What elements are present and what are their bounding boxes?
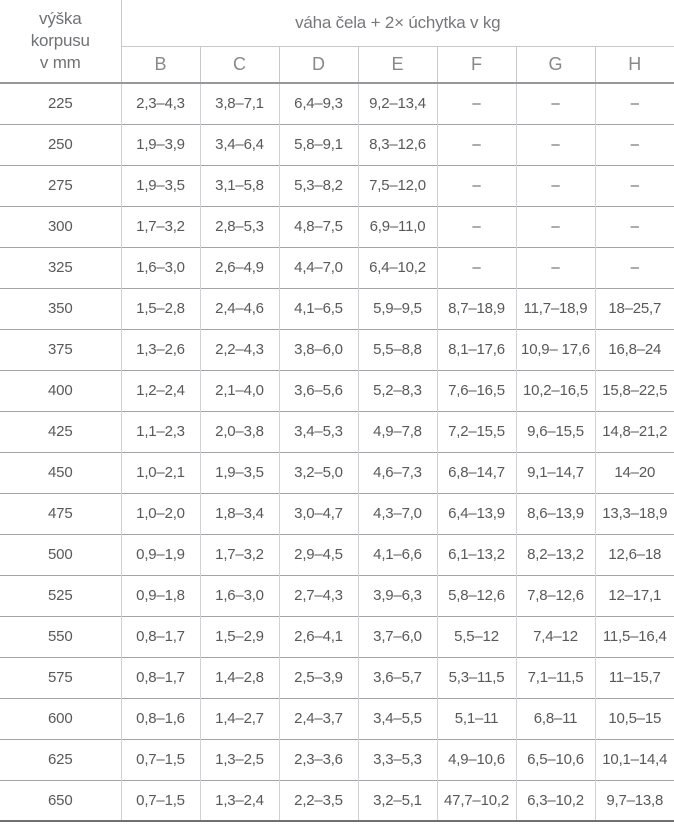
value-cell: 3,4–6,4 <box>200 124 279 165</box>
corner-header-line-3: v mm <box>39 52 81 72</box>
column-header-h: H <box>595 46 674 83</box>
value-cell: 6,4–13,9 <box>437 493 516 534</box>
row-height-cell: 250 <box>48 136 73 153</box>
value-cell: 11,7–18,9 <box>516 288 595 329</box>
value-cell: – <box>595 247 674 288</box>
table-row <box>0 288 674 329</box>
value-cell: 11,5–16,4 <box>595 616 674 657</box>
value-cell: 1,0–2,1 <box>121 452 200 493</box>
value-cell: 4,1–6,5 <box>279 288 358 329</box>
table-header <box>0 0 674 83</box>
table-row <box>0 206 674 247</box>
value-cell: 2,0–3,8 <box>200 411 279 452</box>
value-cell: 6,3–10,2 <box>516 780 595 821</box>
value-cell: 5,1–11 <box>437 698 516 739</box>
value-cell: 10,2–16,5 <box>516 370 595 411</box>
column-header-b: B <box>121 46 200 83</box>
table-row <box>0 411 674 452</box>
value-cell: 2,2–3,5 <box>279 780 358 821</box>
table-row <box>0 165 674 206</box>
value-cell: 0,7–1,5 <box>121 739 200 780</box>
value-cell: 2,7–4,3 <box>279 575 358 616</box>
row-height-cell: 375 <box>48 341 73 358</box>
column-header-f: F <box>437 46 516 83</box>
value-cell: 6,9–11,0 <box>358 206 437 247</box>
row-height-cell: 525 <box>48 587 73 604</box>
value-cell: 0,8–1,7 <box>121 657 200 698</box>
value-cell: 3,9–6,3 <box>358 575 437 616</box>
value-cell: 7,5–12,0 <box>358 165 437 206</box>
value-cell: 3,2–5,1 <box>358 780 437 821</box>
value-cell: – <box>595 124 674 165</box>
value-cell: 14–20 <box>595 452 674 493</box>
value-cell: – <box>516 206 595 247</box>
value-cell: 3,6–5,6 <box>279 370 358 411</box>
value-cell: – <box>516 124 595 165</box>
table-row <box>0 247 674 288</box>
value-cell: 4,4–7,0 <box>279 247 358 288</box>
corner-header <box>0 0 121 83</box>
value-cell: 1,9–3,9 <box>121 124 200 165</box>
value-cell: 10,9– 17,6 <box>516 329 595 370</box>
value-cell: 3,1–5,8 <box>200 165 279 206</box>
column-header-d: D <box>279 46 358 83</box>
value-cell: – <box>516 165 595 206</box>
value-cell: 0,7–1,5 <box>121 780 200 821</box>
value-cell: 15,8–22,5 <box>595 370 674 411</box>
value-cell: 18–25,7 <box>595 288 674 329</box>
row-height-cell: 300 <box>48 218 73 235</box>
value-cell: 2,1–4,0 <box>200 370 279 411</box>
row-height-cell: 500 <box>48 546 73 563</box>
value-cell: 8,2–13,2 <box>516 534 595 575</box>
row-height-cell: 425 <box>48 423 73 440</box>
table-row <box>0 370 674 411</box>
row-height-cell: 275 <box>48 177 73 194</box>
value-cell: 2,3–3,6 <box>279 739 358 780</box>
value-cell: 1,3–2,4 <box>200 780 279 821</box>
value-cell: 0,9–1,8 <box>121 575 200 616</box>
table-body <box>0 83 674 821</box>
column-header-e: E <box>358 46 437 83</box>
value-cell: 1,7–3,2 <box>121 206 200 247</box>
table-row <box>0 780 674 821</box>
value-cell: 16,8–24 <box>595 329 674 370</box>
value-cell: 2,4–3,7 <box>279 698 358 739</box>
value-cell: 8,1–17,6 <box>437 329 516 370</box>
value-cell: 4,1–6,6 <box>358 534 437 575</box>
value-cell: 1,3–2,6 <box>121 329 200 370</box>
value-cell: 2,5–3,9 <box>279 657 358 698</box>
value-cell: 3,4–5,5 <box>358 698 437 739</box>
value-cell: 5,5–8,8 <box>358 329 437 370</box>
value-cell: 9,7–13,8 <box>595 780 674 821</box>
table-row <box>0 83 674 124</box>
value-cell: 1,6–3,0 <box>121 247 200 288</box>
value-cell: 8,7–18,9 <box>437 288 516 329</box>
value-cell: 9,6–15,5 <box>516 411 595 452</box>
span-header-row <box>0 0 674 46</box>
value-cell: – <box>595 83 674 124</box>
row-height-cell: 400 <box>48 382 73 399</box>
value-cell: 3,0–4,7 <box>279 493 358 534</box>
value-cell: 2,2–4,3 <box>200 329 279 370</box>
value-cell: 13,3–18,9 <box>595 493 674 534</box>
row-height-cell: 650 <box>48 791 73 809</box>
value-cell: 6,8–11 <box>516 698 595 739</box>
value-cell: 1,5–2,9 <box>200 616 279 657</box>
value-cell: 14,8–21,2 <box>595 411 674 452</box>
value-cell: 2,4–4,6 <box>200 288 279 329</box>
value-cell: 11–15,7 <box>595 657 674 698</box>
table-row <box>0 493 674 534</box>
value-cell: 6,4–9,3 <box>279 83 358 124</box>
row-height-cell: 550 <box>48 628 73 645</box>
value-cell: 3,8–6,0 <box>279 329 358 370</box>
value-cell: 0,8–1,6 <box>121 698 200 739</box>
value-cell: 3,4–5,3 <box>279 411 358 452</box>
row-height-cell: 350 <box>48 300 73 317</box>
value-cell: 7,2–15,5 <box>437 411 516 452</box>
value-cell: 4,8–7,5 <box>279 206 358 247</box>
column-header-g: G <box>516 46 595 83</box>
value-cell: 3,8–7,1 <box>200 83 279 124</box>
value-cell: 1,2–2,4 <box>121 370 200 411</box>
value-cell: – <box>437 124 516 165</box>
table-row <box>0 698 674 739</box>
value-cell: 3,6–5,7 <box>358 657 437 698</box>
value-cell: 5,3–11,5 <box>437 657 516 698</box>
value-cell: 1,6–3,0 <box>200 575 279 616</box>
corner-header-line-2: korpusu <box>30 31 90 51</box>
value-cell: 4,3–7,0 <box>358 493 437 534</box>
row-height-cell: 575 <box>48 669 73 686</box>
value-cell: 1,9–3,5 <box>200 452 279 493</box>
table-row <box>0 329 674 370</box>
value-cell: 2,9–4,5 <box>279 534 358 575</box>
value-cell: 47,7–10,2 <box>437 780 516 821</box>
table-row <box>0 657 674 698</box>
value-cell: 7,6–16,5 <box>437 370 516 411</box>
value-cell: 2,6–4,9 <box>200 247 279 288</box>
value-cell: 6,5–10,6 <box>516 739 595 780</box>
value-cell: 4,9–7,8 <box>358 411 437 452</box>
row-height-cell: 475 <box>48 505 73 522</box>
value-cell: 1,3–2,5 <box>200 739 279 780</box>
value-cell: 2,8–5,3 <box>200 206 279 247</box>
value-cell: 5,8–12,6 <box>437 575 516 616</box>
value-cell: 7,8–12,6 <box>516 575 595 616</box>
value-cell: 8,6–13,9 <box>516 493 595 534</box>
value-cell: 1,0–2,0 <box>121 493 200 534</box>
value-cell: 8,3–12,6 <box>358 124 437 165</box>
value-cell: 2,6–4,1 <box>279 616 358 657</box>
value-cell: – <box>437 206 516 247</box>
value-cell: 12,6–18 <box>595 534 674 575</box>
value-cell: – <box>437 247 516 288</box>
table-row <box>0 534 674 575</box>
corner-header-line-1: výška <box>39 9 82 29</box>
value-cell: 5,9–9,5 <box>358 288 437 329</box>
value-cell: 4,6–7,3 <box>358 452 437 493</box>
value-cell: 3,3–5,3 <box>358 739 437 780</box>
value-cell: 10,5–15 <box>595 698 674 739</box>
table-row <box>0 575 674 616</box>
value-cell: 10,1–14,4 <box>595 739 674 780</box>
row-height-cell: 625 <box>48 751 73 768</box>
value-cell: 1,1–2,3 <box>121 411 200 452</box>
value-cell: 0,9–1,9 <box>121 534 200 575</box>
span-header: váha čela + 2× úchytka v kg <box>121 0 674 46</box>
value-cell: 6,4–10,2 <box>358 247 437 288</box>
value-cell: – <box>516 83 595 124</box>
table-row <box>0 452 674 493</box>
value-cell: 6,8–14,7 <box>437 452 516 493</box>
table-row <box>0 739 674 780</box>
value-cell: 3,2–5,0 <box>279 452 358 493</box>
value-cell: 12–17,1 <box>595 575 674 616</box>
value-cell: 7,1–11,5 <box>516 657 595 698</box>
table-row <box>0 124 674 165</box>
value-cell: – <box>595 165 674 206</box>
value-cell: – <box>437 83 516 124</box>
value-cell: 1,4–2,8 <box>200 657 279 698</box>
value-cell: – <box>516 247 595 288</box>
value-cell: 1,7–3,2 <box>200 534 279 575</box>
value-cell: 0,8–1,7 <box>121 616 200 657</box>
row-height-cell: 325 <box>48 259 73 276</box>
value-cell: 4,9–10,6 <box>437 739 516 780</box>
value-cell: 9,2–13,4 <box>358 83 437 124</box>
value-cell: 1,9–3,5 <box>121 165 200 206</box>
value-cell: 7,4–12 <box>516 616 595 657</box>
value-cell: 9,1–14,7 <box>516 452 595 493</box>
value-cell: 6,1–13,2 <box>437 534 516 575</box>
table-row <box>0 616 674 657</box>
value-cell: 5,2–8,3 <box>358 370 437 411</box>
row-height-cell: 600 <box>48 710 73 727</box>
value-cell: – <box>595 206 674 247</box>
value-cell: 1,4–2,7 <box>200 698 279 739</box>
row-height-cell: 450 <box>48 464 73 481</box>
value-cell: 5,5–12 <box>437 616 516 657</box>
value-cell: 1,8–3,4 <box>200 493 279 534</box>
value-cell: 1,5–2,8 <box>121 288 200 329</box>
row-height-cell: 225 <box>48 95 73 113</box>
column-header-c: C <box>200 46 279 83</box>
value-cell: – <box>437 165 516 206</box>
value-cell: 5,8–9,1 <box>279 124 358 165</box>
value-cell: 3,7–6,0 <box>358 616 437 657</box>
value-cell: 2,3–4,3 <box>121 83 200 124</box>
value-cell: 5,3–8,2 <box>279 165 358 206</box>
